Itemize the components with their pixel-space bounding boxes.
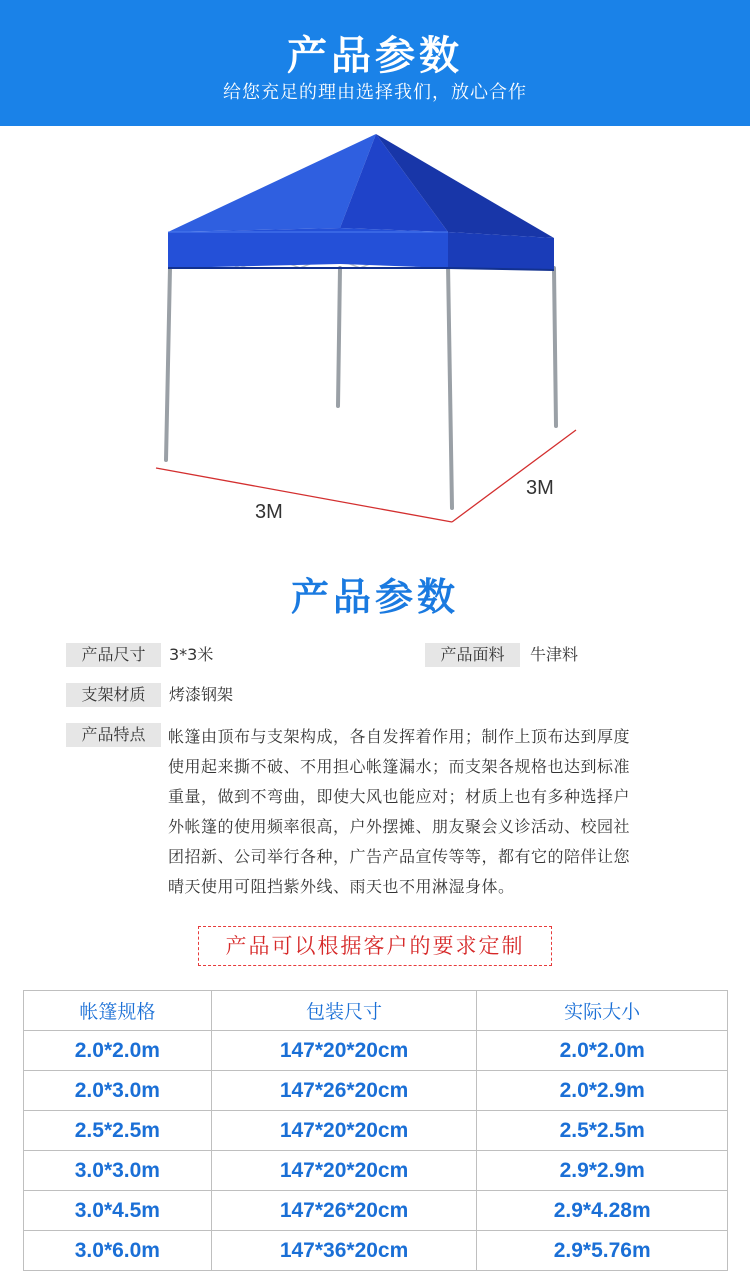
- table-row: [24, 1231, 728, 1271]
- features-line: 使用起来撕不破、不用担心帐篷漏水；而支架各规格也达到标准: [168, 757, 631, 776]
- cell-actual-size: 2.9*2.9m: [477, 1151, 728, 1191]
- cell-spec: 2.0*3.0m: [24, 1071, 212, 1111]
- cell-spec: 2.0*2.0m: [24, 1031, 212, 1071]
- features-line: 晴天使用可阻挡紫外线、雨天也不用淋湿身体。: [168, 877, 515, 896]
- cell-actual-size: 2.0*2.0m: [477, 1031, 728, 1071]
- spec-table: [23, 990, 728, 1271]
- header-package-size: 包装尺寸: [211, 991, 477, 1031]
- cell-spec: 2.5*2.5m: [24, 1111, 212, 1151]
- width-dimension-label: 3M: [255, 501, 283, 523]
- tent-product-image: [140, 128, 600, 538]
- cell-package-size: 147*20*20cm: [211, 1151, 477, 1191]
- param-value-fabric: 牛津料: [530, 645, 579, 664]
- custom-order-note: 产品可以根据客户的要求定制: [198, 926, 552, 966]
- table-row: [24, 1191, 728, 1231]
- section-title: 产品参数: [290, 575, 459, 619]
- features-line: 重量，做到不弯曲，即使大风也能应对；材质上也有多种选择户: [168, 787, 631, 806]
- param-label-features: 产品特点: [66, 723, 161, 747]
- header-actual-size: 实际大小: [477, 991, 728, 1031]
- depth-dimension-label: 3M: [526, 477, 554, 499]
- cell-actual-size: 2.9*5.76m: [477, 1231, 728, 1271]
- cell-actual-size: 2.9*4.28m: [477, 1191, 728, 1231]
- cell-package-size: 147*26*20cm: [211, 1191, 477, 1231]
- cell-package-size: 147*20*20cm: [211, 1031, 477, 1071]
- cell-package-size: 147*36*20cm: [211, 1231, 477, 1271]
- cell-package-size: 147*26*20cm: [211, 1071, 477, 1111]
- param-value-frame: 烤漆钢架: [169, 685, 234, 704]
- features-line: 帐篷由顶布与支架构成，各自发挥着作用；制作上顶布达到厚度: [168, 727, 631, 746]
- param-label-fabric: 产品面料: [425, 643, 520, 667]
- table-row: [24, 1111, 728, 1151]
- cell-actual-size: 2.0*2.9m: [477, 1071, 728, 1111]
- features-text: [168, 722, 683, 902]
- tent-legs: [166, 264, 556, 508]
- banner-subtitle: 给您充足的理由选择我们，放心合作: [223, 82, 527, 103]
- cell-spec: 3.0*4.5m: [24, 1191, 212, 1231]
- header-banner: [0, 0, 750, 126]
- tent-canopy: [168, 134, 554, 270]
- spec-table-header: [24, 991, 728, 1031]
- cell-actual-size: 2.5*2.5m: [477, 1111, 728, 1151]
- table-row: [24, 1151, 728, 1191]
- param-value-size: 3*3米: [169, 645, 214, 664]
- param-label-frame: 支架材质: [66, 683, 161, 707]
- dimension-lines: [156, 430, 576, 522]
- param-label-size: 产品尺寸: [66, 643, 161, 667]
- features-line: 团招新、公司举行各种，广告产品宣传等等，都有它的陪伴让您: [168, 847, 631, 866]
- table-row: [24, 1071, 728, 1111]
- cell-spec: 3.0*3.0m: [24, 1151, 212, 1191]
- header-spec: 帐篷规格: [24, 991, 212, 1031]
- features-line: 外帐篷的使用频率很高，户外摆摊、朋友聚会义诊活动、校园社: [168, 817, 631, 836]
- cell-spec: 3.0*6.0m: [24, 1231, 212, 1271]
- table-row: [24, 1031, 728, 1071]
- cell-package-size: 147*20*20cm: [211, 1111, 477, 1151]
- banner-title: 产品参数: [287, 33, 463, 79]
